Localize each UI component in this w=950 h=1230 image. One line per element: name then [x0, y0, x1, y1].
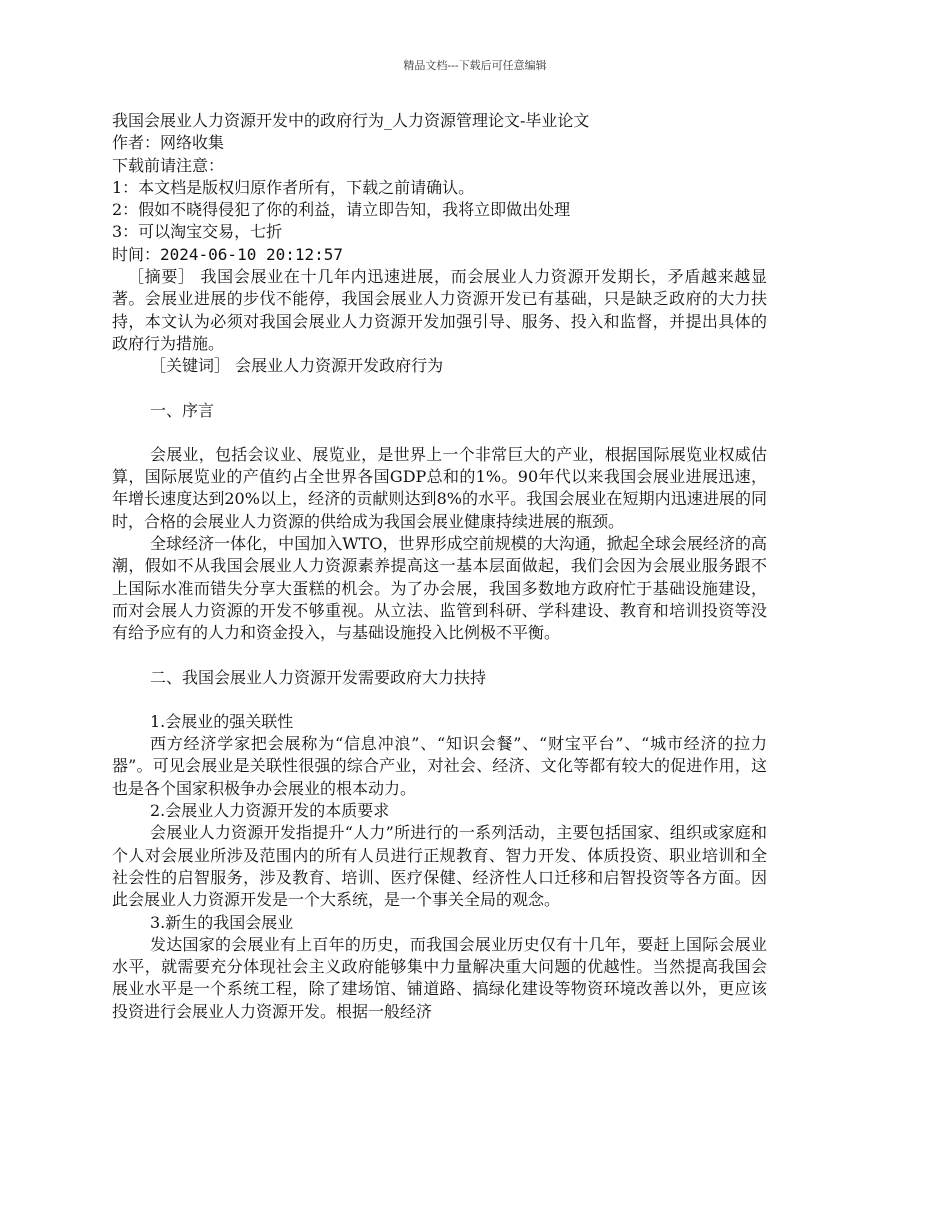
document-title: 我国会展业人力资源开发中的政府行为_人力资源管理论文-毕业论文: [112, 111, 590, 130]
timestamp-line: 时间：2024-06-10 20:12:57: [112, 244, 344, 264]
download-notice: 下载前请注意：: [112, 155, 225, 175]
section-2-heading: 二、我国会展业人力资源开发需要政府大力扶持: [150, 667, 487, 687]
page-header-note: 精品文档---下载后可任意编辑: [403, 59, 547, 72]
subsection-3-heading: 3.新生的我国会展业: [150, 912, 294, 932]
subsection-1-heading: 1.会展业的强关联性: [150, 711, 294, 731]
abstract-paragraph: ［摘要］ 我国会展业在十几年内迅速进展，而会展业人力资源开发期长，矛盾越来越显著。会展业进展的步伐不能停，我国会展业人力资源开发已有基础，只是缺乏政府的大力扶持，本文认为必须对我国会展业人力资源开发加强引导、服务、投入和监督，并提出具体的政府行为措施。: [112, 267, 767, 353]
notice-item-3: 3：可以淘宝交易，七折: [112, 222, 283, 242]
subsection-1-paragraph: 西方经济学家把会展称为“信息冲浪”、“知识会餐”、“财宝平台”、“城市经济的拉力器”。可见会展业是关联性很强的综合产业，对社会、经济、文化等都有较大的促进作用，这也是各个国家积极争办会展业的根本动力。: [112, 734, 767, 798]
document-body: [112, 110, 767, 1023]
keywords-line: ［关键词］ 会展业人力资源开发政府行为: [150, 356, 444, 376]
author-line: 作者：网络收集: [112, 133, 225, 153]
subsection-2-heading: 2.会展业人力资源开发的本质要求: [150, 801, 390, 821]
subsection-2-paragraph: 会展业人力资源开发指提升“人力”所进行的一系列活动，主要包括国家、组织或家庭和个人对会展业所涉及范围内的所有人员进行正规教育、智力开发、体质投资、职业培训和全社会性的启智服务，涉及教育、培训、医疗保健、经济性人口迁移和启智投资等各方面。因此会展业人力资源开发是一个大系统，是一个事关全局的观念。: [112, 823, 767, 910]
section-1-paragraph-1: 会展业，包括会议业、展览业，是世界上一个非常巨大的产业，根据国际展览业权威估算，国际展览业的产值约占全世界各国GDP总和的1%。90年代以来我国会展业进展迅速，年增长速度达到20%以上，经济的贡献则达到8%的水平。我国会展业在短期内迅速进展的同时，合格的会展业人力资源的供给成为我国会展业健康持续进展的瓶颈。: [112, 444, 767, 531]
subsection-3-paragraph: 发达国家的会展业有上百年的历史，而我国会展业历史仅有十几年，要赶上国际会展业水平，就需要充分体现社会主义政府能够集中力量解决重大问题的优越性。当然提高我国会展业水平是一个系统工程，除了建场馆、铺道路、搞绿化建设等物资环境改善以外，更应该投资进行会展业人力资源开发。根据一般经济: [112, 934, 767, 1021]
notice-item-1: 1：本文档是版权归原作者所有，下载之前请确认。: [112, 177, 475, 197]
section-1-paragraph-2: 全球经济一体化，中国加入WTO，世界形成空前规模的大沟通，掀起全球会展经济的高潮，假如不从我国会展业人力资源素养提高这一基本层面做起，我们会因为会展业服务跟不上国际水准而错失分享大蛋糕的机会。为了办会展，我国多数地方政府忙于基础设施建设，而对会展人力资源的开发不够重视。从立法、监管到科研、学科建设、教育和培训投资等没有给予应有的人力和资金投入，与基础设施投入比例极不平衡。: [112, 534, 767, 643]
section-1-heading: 一、序言: [150, 400, 215, 420]
notice-item-2: 2：假如不晓得侵犯了你的利益，请立即告知，我将立即做出处理: [112, 200, 571, 220]
